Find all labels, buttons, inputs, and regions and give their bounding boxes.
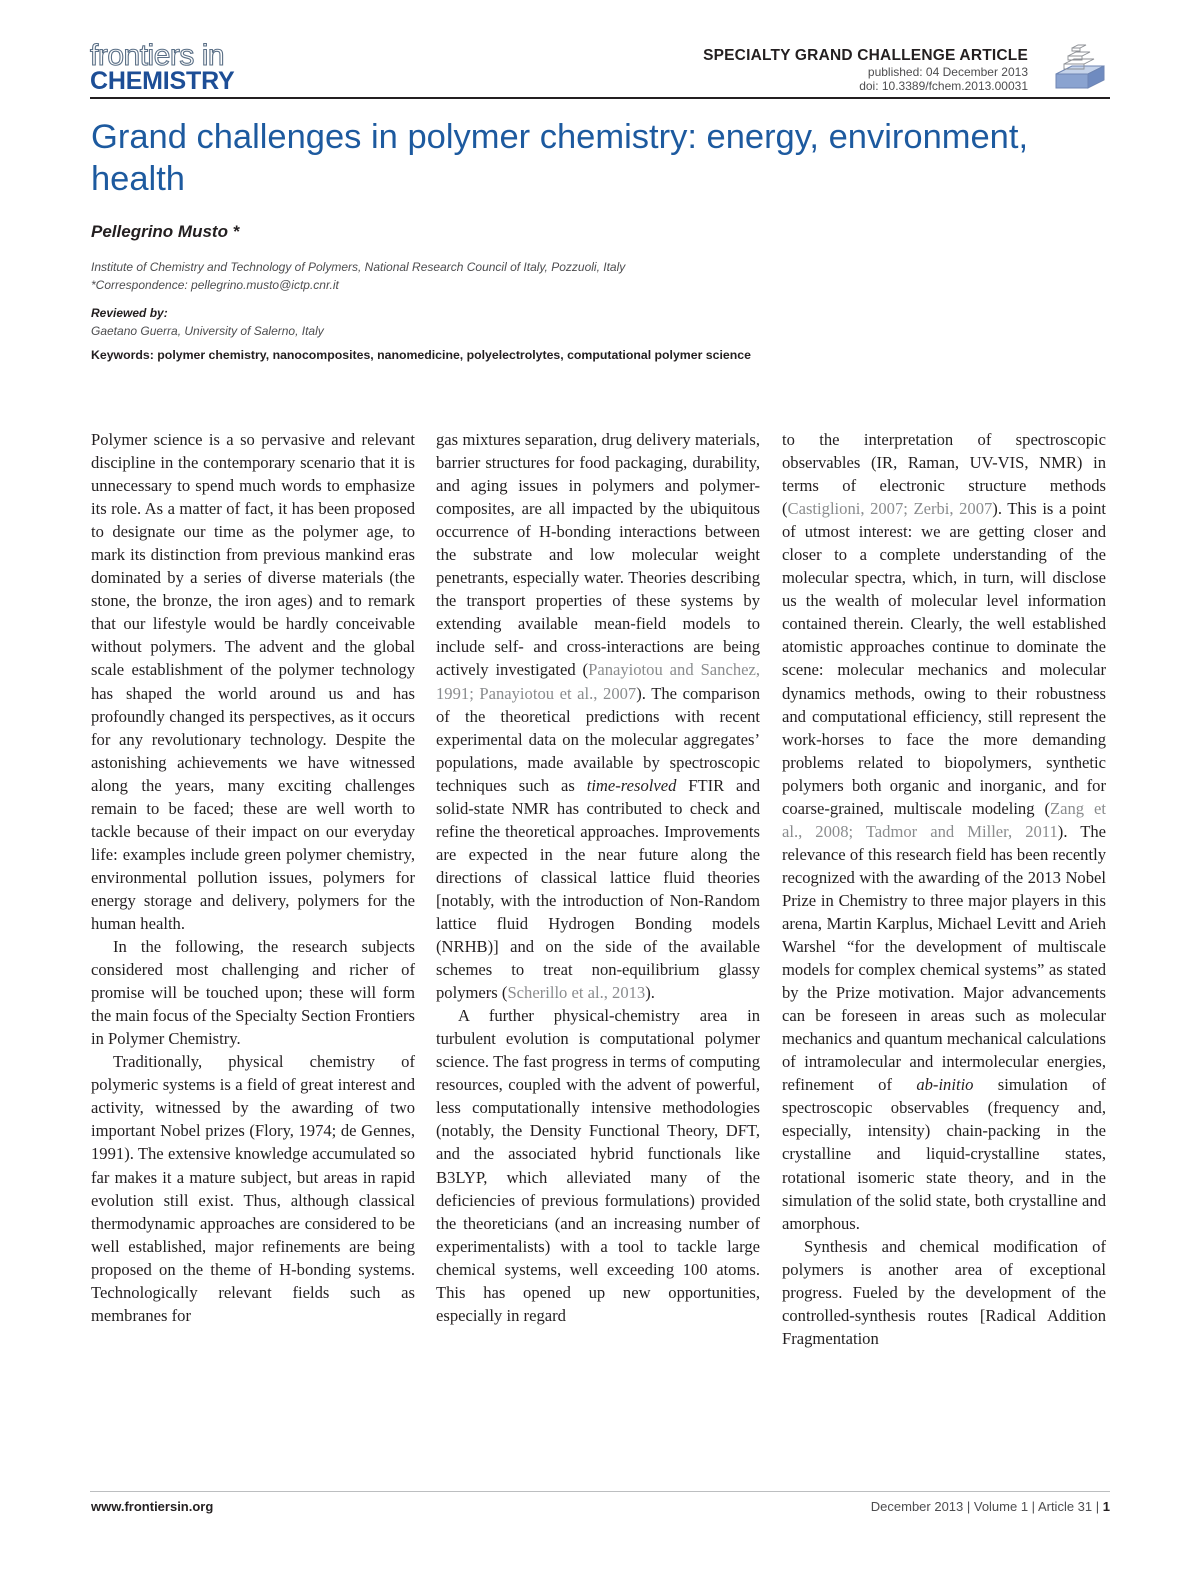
logo-top-text: frontiers in [90, 39, 225, 72]
article-meta [703, 47, 1028, 93]
reviewed-block [91, 304, 324, 340]
keywords-list: polymer chemistry, nanocomposites, nanomedicine, polyelectrolytes, computational polymer science [157, 348, 751, 362]
published-date: published: 04 December 2013 [867, 65, 1028, 79]
text-run: ). The comparison of the theoretical predictions with recent experimental data on the molecular aggregates’ populations, made available by spectroscopic techniques such as [436, 683, 760, 795]
body-column-1 [91, 428, 415, 1327]
footer-issue-info [871, 1499, 1110, 1514]
emphasis: ab-initio [916, 1075, 974, 1095]
text-run: to the interpretation of spectroscopic observables (IR, Raman, UV-VIS, NMR) in terms of electronic structure methods ( [782, 430, 1106, 519]
journal-logo [90, 41, 235, 94]
citation-link[interactable]: Panayiotou and Sanchez, 1991; Panayiotou et al., 2007 [436, 660, 760, 703]
paragraph [782, 428, 1106, 1235]
keywords-line [91, 348, 751, 362]
paragraph: Synthesis and chemical modification of polymers is another area of exceptional progress. Fueled by the development of the controlled-synthesis routes [Radical Addition Fragmentation [782, 1236, 1106, 1348]
header-rule [90, 97, 1110, 99]
citation-link[interactable]: Scherillo et al., 2013 [507, 983, 646, 1003]
footer-issue: December 2013 | Volume 1 | Article 31 | [870, 1499, 1100, 1514]
affiliation-block [91, 258, 625, 294]
paragraph: Traditionally, physical chemistry of polymeric systems is a field of great interest and activity, witnessed by the awarding of two important Nobel prizes (Flory, 1974; de Gennes, 1991). The extensive knowledge accumulated so far makes it a mature subject, but areas in rapid evolution still exist. Thus, although classical thermodynamic approaches are considered to be well established, major refinements are being proposed on the theme of H-bonding systems. Technologically relevant fields such as membranes for [91, 1052, 415, 1325]
footer-rule [90, 1491, 1110, 1492]
text-run: gas mixtures separation, drug delivery materials, barrier structures for food packaging, durability, and aging issues in polymers and polymer-composites, are all impacted by the ubiquitous occurrence of H-bonding interactions between the substrate and low molecular weight penetrants, especially water. Theories describing the transport properties of these systems by extending available mean-field models to include self- and cross-interactions are being actively investigated ( [436, 430, 760, 680]
text-run: ). The relevance of this research field has been recently recognized with the awarding of the 2013 Nobel Prize in Chemistry to three major players in this arena, Martin Karplus, Michael Levitt and Arieh Warshel “for the development of multiscale models for complex chemical systems” as stated by the Prize motivation. Major advancements can be foreseen in areas such as molecular mechanics and quantum mechanical calculations of intramolecular and intermolecular energies, refinement of [782, 821, 1107, 1095]
author-name: Pellegrino Musto * [91, 222, 240, 241]
affiliation: Institute of Chemistry and Technology of Polymers, National Research Council of Italy, Pozzuoli, Italy [91, 260, 626, 274]
logo-bottom-text: CHEMISTRY [90, 67, 235, 95]
reviewed-label: Reviewed by: [91, 306, 168, 320]
footer-website-link[interactable]: www.frontiersin.org [91, 1499, 214, 1514]
text-run: ). This is a point of utmost interest: we are getting closer and closer to a complete understanding of the molecular spectra, which, in turn, will disclose us the wealth of molecular level information contained therein. Clearly, the well established atomistic approaches continue to dominate the scene: molecular mechanics and molecular dynamics methods, owing to their robustness and computational efficiency, still represent the work-horses to face the more demanding problems related to biopolymers, synthetic polymers both organic and inorganic, and for coarse-grained, multiscale modeling ( [782, 499, 1106, 818]
emphasis: time-resolved [586, 775, 677, 795]
citation-link[interactable]: Castiglioni, 2007; Zerbi, 2007 [787, 499, 993, 519]
article-type: SPECIALTY GRAND CHALLENGE ARTICLE [703, 47, 1028, 64]
text-run: simulation of spectroscopic observables (frequency and, especially, intensity) chain-packing in the crystalline and liquid-crystalline states, rotational isomeric state theory, and in the simulation of the solid state, both crystalline and amorphous. [782, 1075, 1106, 1233]
body-column-2 [436, 428, 760, 1327]
article-title: Grand challenges in polymer chemistry: energy, environment, health [91, 118, 1029, 198]
body-column-3 [782, 428, 1106, 1350]
page-number: 1 [1102, 1499, 1110, 1514]
reviewer: Gaetano Guerra, University of Salerno, Italy [91, 324, 324, 338]
text-run: FTIR and solid-state NMR has contributed to check and refine the theoretical approaches. Improvements are expected in the near future along the directions of classical lattice fluid theories [notably, with the introduction of Non-Random lattice fluid Hydrogen Bonding models (NRHB)] and on the side of the available schemes to treat non-equilibrium glassy polymers ( [436, 775, 760, 1003]
paragraph: Polymer science is a so pervasive and relevant discipline in the contemporary scenario that it is unnecessary to spend much words to emphasize its role. As a matter of fact, it has been proposed to designate our time as the polymer age, to mark its distinction from previous mankind eras dominated by a series of diverse materials (the stone, the bronze, the iron ages) and to remark that our lifestyle would be hardly conceivable without polymers. The advent and the global scale establishment of the polymer technology has shaped the world around us and has profoundly changed its perspectives, as it occurs for any revolutionary technology. Despite the astonishing achievements we have witnessed along the years, many exciting challenges remain to be faced; these are well worth to tackle because of their impact on our everyday life: examples include green polymer chemistry, environmental pollution issues, polymers for energy storage and delivery, polymers for the human health. [91, 430, 415, 933]
keywords-label: Keywords: [91, 348, 154, 362]
stacked-cube-icon [1048, 40, 1112, 94]
doi: doi: 10.3389/fchem.2013.00031 [859, 79, 1028, 93]
paragraph: A further physical-chemistry area in turbulent evolution is computational polymer science. The fast progress in terms of computing resources, coupled with the advent of powerful, less computationally intensive methodologies (notably, the Density Functional Theory, DFT, and the associated hybrid functionals like B3LYP, which alleviated many of the deficiencies of previous formulations) provided the theoreticians (and an increasing number of experimentalists) with a tool to tackle large chemical systems, well exceeding 100 atoms. This has opened up new opportunities, especially in regard [436, 1006, 760, 1325]
text-run: ). [645, 983, 655, 1003]
paragraph [436, 428, 760, 1004]
correspondence: *Correspondence: pellegrino.musto@ictp.cnr.it [91, 278, 339, 292]
paragraph: In the following, the research subjects considered most challenging and richer of promise will be touched upon; these will form the main focus of the Specialty Section Frontiers in Polymer Chemistry. [91, 937, 415, 1049]
citation-link[interactable]: Zang et al., 2008; Tadmor and Miller, 2011 [782, 798, 1106, 841]
